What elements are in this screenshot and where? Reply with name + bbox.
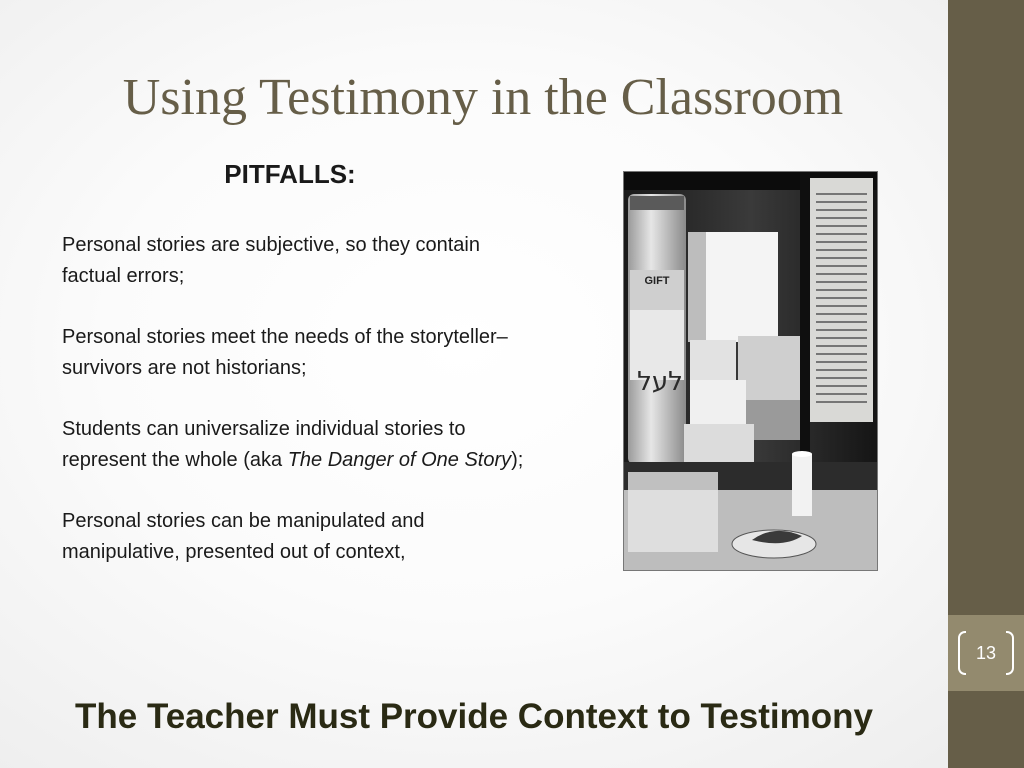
candle xyxy=(792,454,812,516)
pitfall-item: Personal stories can be manipulated and manipulative, presented out of context, xyxy=(62,510,425,563)
slide-number-box xyxy=(948,615,1024,691)
context-footer: The Teacher Must Provide Context to Testimony xyxy=(75,697,873,736)
candle-top xyxy=(792,451,812,457)
photo-illustration xyxy=(624,172,877,570)
pitfall-item: Personal stories meet the needs of the storyteller– survivors are not historians; xyxy=(62,326,508,379)
pitfalls-list xyxy=(62,230,532,598)
slide-number: 13 xyxy=(975,643,997,663)
jar-hebrew-script: לעל xyxy=(637,367,683,397)
slide-title: Using Testimony in the Classroom xyxy=(122,69,844,126)
stacked-block xyxy=(738,336,800,400)
pitfall-text: Students can universalize individual stories to represent the whole (aka xyxy=(62,418,466,471)
stacked-block xyxy=(690,380,746,424)
jar-lid xyxy=(630,196,684,210)
photo-glare xyxy=(628,472,718,552)
pitfall-item: Personal stories are subjective, so they contain factual errors; xyxy=(62,234,480,287)
pitfall-item xyxy=(62,414,532,476)
cabinet-post xyxy=(800,172,810,482)
pitfalls-heading: PITFALLS: xyxy=(224,159,356,189)
stacked-block xyxy=(690,340,736,380)
historical-photo xyxy=(623,171,878,571)
pitfall-italic-title: The Danger of One Story xyxy=(287,449,512,471)
stacked-block xyxy=(684,424,754,462)
pitfall-text-end: ); xyxy=(511,449,524,471)
stacked-block xyxy=(746,400,800,440)
jar-label-text: GIFT xyxy=(644,275,670,287)
block-shadow xyxy=(688,232,706,342)
